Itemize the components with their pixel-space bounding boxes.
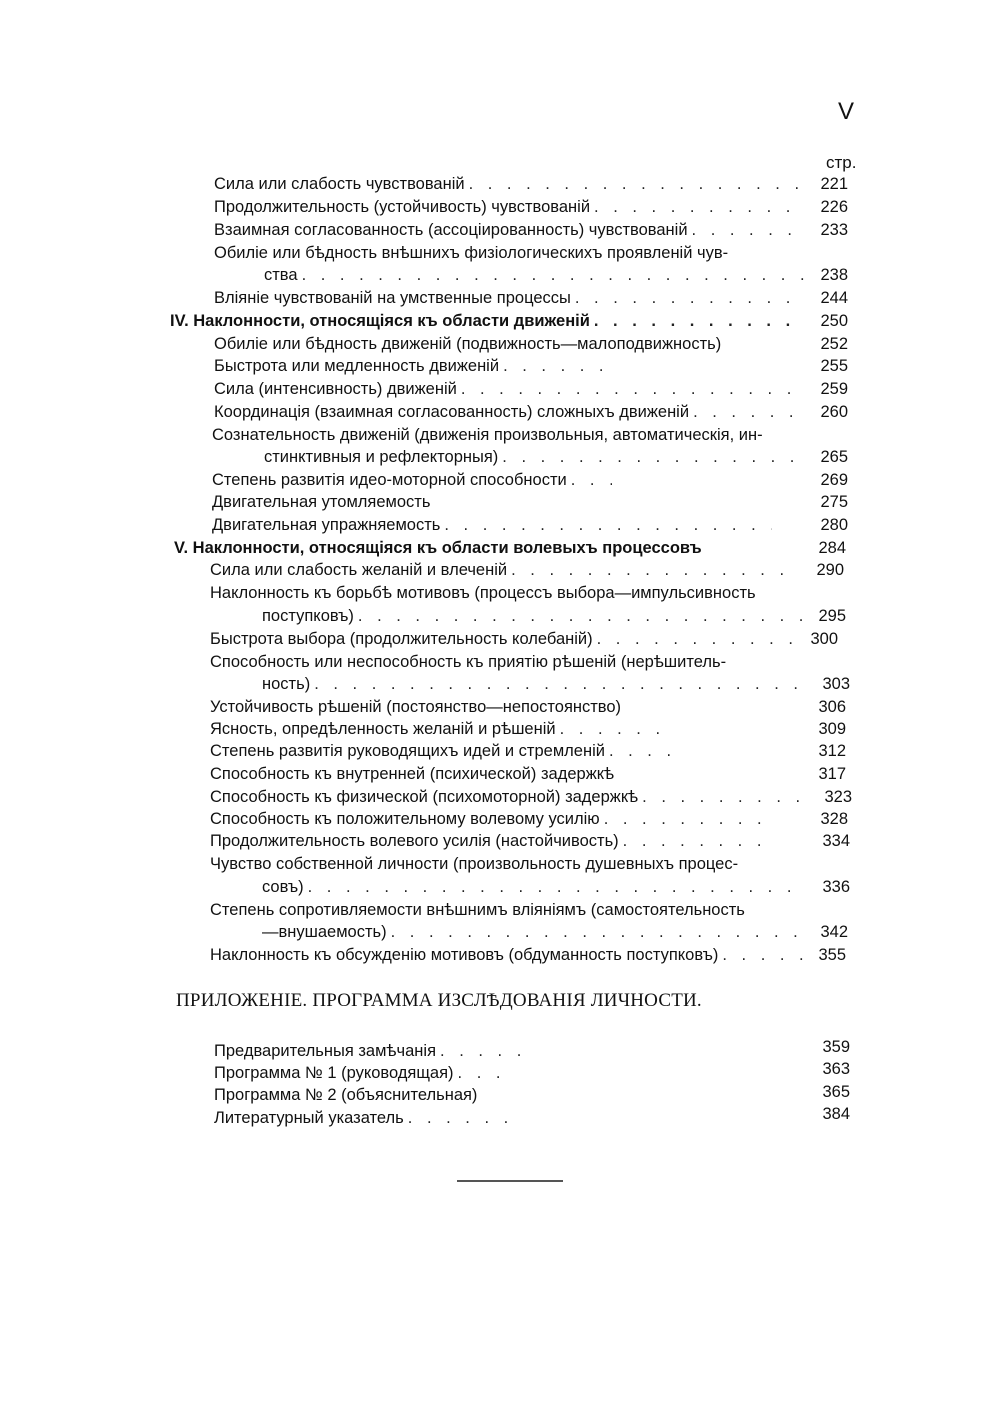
end-rule: [457, 1180, 563, 1182]
toc-entry: [214, 401, 804, 423]
dot-leader: [642, 786, 810, 808]
toc-entry-title: Вліяніе чувствованій на умственные процессы: [214, 289, 571, 307]
toc-entry-title: совъ): [262, 878, 304, 896]
toc-entry-title: Двигательная упражняемость: [212, 516, 441, 534]
toc-entry-title: —внушаемость): [262, 923, 387, 941]
toc-entry-title: Устойчивость рѣшеній (постоянство—непостоянство): [210, 698, 622, 716]
toc-entry-page: 280: [820, 516, 848, 534]
dot-leader: [560, 718, 660, 740]
toc-entry-page: 275: [820, 493, 848, 511]
dot-leader: [314, 673, 808, 695]
dot-leader: [594, 310, 804, 332]
toc-entry-title: поступковъ): [262, 607, 354, 625]
toc-entry: [264, 264, 804, 286]
toc-entry: [210, 628, 796, 650]
dot-leader: [358, 605, 802, 627]
toc-entry-title: Способность къ внутренней (психической) задержкѣ: [210, 765, 615, 783]
toc-entry: [210, 559, 800, 581]
toc-entry: [262, 921, 806, 943]
toc-entry-title: ность): [262, 675, 311, 693]
appendix-entry-title: Программа № 1 (руководящая): [214, 1064, 454, 1082]
toc-entry: [262, 876, 806, 898]
toc-entry-page: 295: [818, 607, 846, 625]
toc-entry-title: Обиліе или бѣдность движеній (подвижность—малоподвижность): [214, 335, 722, 353]
toc-entry: [214, 378, 804, 400]
toc-entry: [262, 605, 802, 627]
page-number: V: [838, 98, 855, 125]
dot-leader: [502, 446, 804, 468]
appendix-entry-page: 363: [822, 1060, 850, 1078]
dot-leader: [597, 628, 796, 650]
appendix-entry-page: 384: [822, 1105, 850, 1123]
toc-entry-title: Наклонность къ обсужденію мотивовъ (обдуманность поступковъ): [210, 946, 719, 964]
toc-entry-page: 226: [820, 198, 848, 216]
dot-leader: [461, 378, 804, 400]
toc-entry: [212, 469, 612, 491]
toc-entry-page: 221: [820, 175, 848, 193]
appendix-entry: [214, 1107, 514, 1129]
dot-leader: [469, 173, 804, 195]
appendix-entry-title: Программа № 2 (объяснительная): [214, 1086, 478, 1104]
toc-entry-page: 260: [820, 403, 848, 421]
toc-section-heading: V. Наклонности, относящіяся къ области волевыхъ процессовъ: [174, 539, 702, 557]
toc-entry-page: 334: [822, 832, 850, 850]
toc-entry-title: Степень развитія идео-моторной способности: [212, 471, 567, 489]
appendix-entry: [214, 1040, 524, 1062]
appendix-entry-page: 359: [822, 1038, 850, 1056]
toc-section-heading: [170, 310, 804, 332]
toc-entry-page: 355: [818, 946, 846, 964]
toc-entry-title: Степень развитія руководящихъ идей и стремленій: [210, 742, 605, 760]
toc-entry-page: 309: [818, 720, 846, 738]
toc-entry-title: Обиліе или бѣдность внѣшнихъ физіологическихъ проявленій чув-: [214, 244, 729, 262]
toc-entry: [210, 740, 686, 762]
dot-leader: [693, 401, 804, 423]
toc-entry-title: Наклонность къ борьбѣ мотивовъ (процессъ выбора—импульсивность: [210, 584, 756, 602]
appendix-entry-page: 365: [822, 1083, 850, 1101]
toc-entry: [264, 446, 804, 468]
toc-entry-title: IV. Наклонности, относящіяся къ области движеній: [170, 312, 590, 330]
toc-entry-title: ства: [264, 266, 298, 284]
toc-entry-title: Взаимная согласованность (ассоціированность) чувствованій: [214, 221, 688, 239]
toc-entry: [210, 808, 776, 830]
toc-entry-page: 317: [818, 765, 846, 783]
appendix-entry-title: Предварительныя замѣчанія: [214, 1042, 437, 1060]
toc-entry-title: Чувство собственной личности (произвольность душевныхъ процес-: [210, 855, 739, 873]
page-column-header: стр.: [826, 153, 857, 172]
toc-entry-page: 255: [820, 357, 848, 375]
toc-entry-title: Продолжительность (устойчивость) чувствованій: [214, 198, 591, 216]
toc-entry-page: 250: [820, 312, 848, 330]
appendix-entry: [214, 1062, 510, 1084]
toc-entry-page: 284: [818, 539, 846, 557]
toc-entry-page: 265: [820, 448, 848, 466]
dot-leader: [575, 287, 804, 309]
dot-leader: [594, 196, 804, 218]
dot-leader: [458, 1062, 510, 1084]
toc-entry: [214, 355, 614, 377]
toc-entry-title: Быстрота выбора (продолжительность колебаній): [210, 630, 593, 648]
toc-entry: [214, 196, 804, 218]
toc-entry: [210, 718, 660, 740]
toc-entry-page: 252: [820, 335, 848, 353]
toc-entry-page: 328: [820, 810, 848, 828]
toc-entry-page: 300: [810, 630, 838, 648]
toc-entry-title: Двигательная утомляемость: [212, 493, 431, 511]
toc-entry-title: Сознательность движеній (движенія произвольныя, автоматическія, ин-: [212, 426, 763, 444]
toc-entry: [214, 287, 804, 309]
toc-entry-page: 244: [820, 289, 848, 307]
toc-entry-page: 306: [818, 698, 846, 716]
toc-entry: [214, 219, 804, 241]
dot-leader: [391, 921, 806, 943]
dot-leader: [722, 944, 804, 966]
toc-entry: [212, 514, 772, 536]
dot-leader: [511, 559, 800, 581]
toc-entry-title: Способность къ положительному волевому усилію: [210, 810, 600, 828]
toc-entry-title: Продолжительность волевого усилія (настойчивость): [210, 832, 619, 850]
appendix-title: ПРИЛОЖЕНІЕ. ПРОГРАММА ИЗСЛѢДОВАНІЯ ЛИЧНОСТИ.: [176, 990, 702, 1011]
dot-leader: [302, 264, 804, 286]
toc-entry-title: Сила (интенсивность) движеній: [214, 380, 457, 398]
dot-leader: [623, 830, 776, 852]
dot-leader: [571, 469, 612, 491]
toc-entry-page: 342: [820, 923, 848, 941]
toc-entry-page: 233: [820, 221, 848, 239]
toc-entry-title: Ясность, опредѣленность желаній и рѣшеній: [210, 720, 556, 738]
toc-entry-title: Сила или слабость чувствованій: [214, 175, 465, 193]
toc-entry: [262, 673, 808, 695]
toc-entry-title: Сила или слабость желаній и влеченій: [210, 561, 508, 579]
toc-entry-page: 303: [822, 675, 850, 693]
toc-entry-title: Быстрота или медленность движеній: [214, 357, 500, 375]
dot-leader: [692, 219, 804, 241]
dot-leader: [408, 1107, 514, 1129]
dot-leader: [604, 808, 776, 830]
dot-leader: [609, 740, 686, 762]
toc-entry-page: 290: [816, 561, 844, 579]
toc-entry-title: Степень сопротивляемости внѣшнимъ вліяніямъ (самостоятельность: [210, 901, 745, 919]
toc-entry: [214, 333, 804, 355]
dot-leader: [503, 355, 614, 377]
appendix-entry-title: Литературный указатель: [214, 1109, 404, 1127]
toc-entry: [210, 830, 776, 852]
dot-leader: [308, 876, 806, 898]
toc-entry-page: 238: [820, 266, 848, 284]
toc-entry-page: 259: [820, 380, 848, 398]
dot-leader: [444, 514, 772, 536]
toc-entry-page: 312: [818, 742, 846, 760]
dot-leader: [440, 1040, 524, 1062]
toc-entry: [210, 786, 810, 808]
toc-entry-title: Способность къ физической (психомоторной) задержкѣ: [210, 788, 639, 806]
toc-entry-page: 336: [822, 878, 850, 896]
toc-entry-title: Координація (взаимная согласованность) сложныхъ движеній: [214, 403, 690, 421]
toc-entry: [214, 173, 804, 195]
toc-entry-title: Способность или неспособность къ приятію рѣшеній (нерѣшитель-: [210, 653, 727, 671]
toc-entry-page: 323: [824, 788, 852, 806]
toc-entry-title: стинктивныя и рефлекторныя): [264, 448, 499, 466]
toc-entry-page: 269: [820, 471, 848, 489]
toc-entry: [210, 944, 804, 966]
